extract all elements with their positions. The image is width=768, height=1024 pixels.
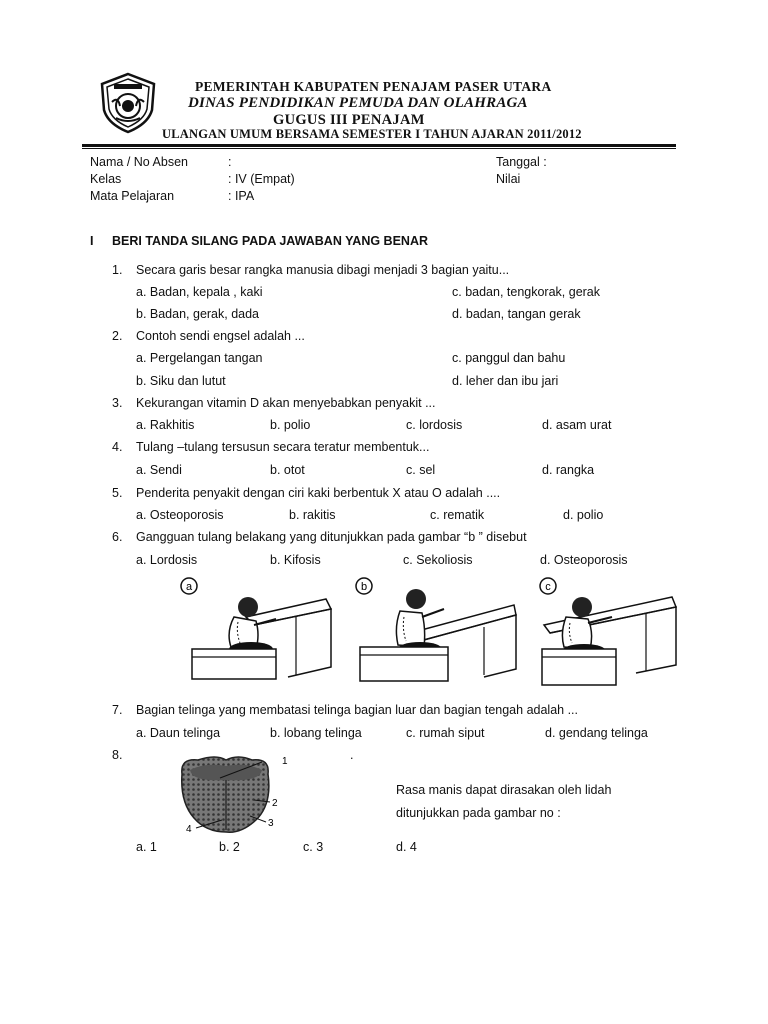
question-7-number: 7. [112,703,123,717]
question-8-option-c: c. 3 [303,840,324,854]
header-government: PEMERINTAH KABUPATEN PENAJAM PASER UTARA [195,79,552,94]
question-4-number: 4. [112,440,123,454]
question-7-option-a: a. Daun telinga [136,726,221,740]
question-7-option-c: c. rumah siput [406,726,485,740]
question-3-option-a: a. Rakhitis [136,418,195,432]
question-2-option-c: c. panggul dan bahu [452,351,566,365]
posture-figure-b [354,577,524,692]
question-3-option-c: c. lordosis [406,418,463,432]
question-1-option-d: d. badan, tangan gerak [452,307,581,321]
question-2-number: 2. [112,329,123,343]
header-exam-title: ULANGAN UMUM BERSAMA SEMESTER I TAHUN AJARAN 2011/2012 [162,127,582,141]
question-2-option-b: b. Siku dan lutut [136,374,226,388]
question-6-number: 6. [112,530,123,544]
class-label: Kelas [90,172,122,186]
question-4-option-a: a. Sendi [136,463,182,477]
question-5-option-a: a. Osteoporosis [136,508,224,522]
question-6-text: Gangguan tulang belakang yang ditunjukkan pada gambar “b ” disebut [136,530,527,544]
question-5-option-d: d. polio [563,508,604,522]
question-3-option-b: b. polio [270,418,311,432]
tongue-label-3: 3 [268,818,274,829]
question-6-option-b: b. Kifosis [270,553,321,567]
header-cluster: GUGUS III PENAJAM [273,112,425,128]
subject-label: Mata Pelajaran [90,189,175,203]
question-3-text: Kekurangan vitamin D akan menyebabkan penyakit ... [136,396,436,410]
tongue-label-4: 4 [186,824,192,834]
question-3-option-d: d. asam urat [542,418,612,432]
question-7-option-b: b. lobang telinga [270,726,362,740]
question-8-dot: . [350,748,354,762]
question-1-option-b: b. Badan, gerak, dada [136,307,260,321]
header-department: DINAS PENDIDIKAN PEMUDA DAN OLAHRAGA [188,95,528,111]
tongue-label-1: 1 [282,756,288,767]
question-8-prompt-line1: Rasa manis dapat dirasakan oleh lidah [396,783,612,797]
tongue-diagram [176,752,296,834]
question-8-number: 8. [112,748,123,762]
name-label: Nama / No Absen [90,155,188,169]
question-4-text: Tulang –tulang tersusun secara teratur membentuk... [136,440,430,454]
question-4-option-d: d. rangka [542,463,595,477]
section-number: I [90,234,94,248]
question-3-number: 3. [112,396,123,410]
question-8-option-d: d. 4 [396,840,417,854]
question-5-option-b: b. rakitis [289,508,336,522]
figure-c-label: c [545,581,551,593]
question-7-option-d: d. gendang telinga [545,726,648,740]
question-1-number: 1. [112,263,123,277]
posture-figure-c [536,577,686,692]
question-2-text: Contoh sendi engsel adalah ... [136,329,305,343]
question-8-option-a: a. 1 [136,840,157,854]
school-logo [98,72,158,134]
question-4-option-c: c. sel [406,463,436,477]
date-label: Tanggal : [496,155,547,169]
question-1-option-a: a. Badan, kepala , kaki [136,285,263,299]
header-rule-thick [82,144,676,147]
posture-figure-a [176,577,336,692]
question-5-number: 5. [112,486,123,500]
question-5-option-c: c. rematik [430,508,485,522]
question-2-option-a: a. Pergelangan tangan [136,351,263,365]
question-7-text: Bagian telinga yang membatasi telinga bagian luar dan bagian tengah adalah ... [136,703,578,717]
question-8-prompt-line2: ditunjukkan pada gambar no : [396,806,561,820]
question-6-option-d: d. Osteoporosis [540,553,628,567]
question-1-option-c: c. badan, tengkorak, gerak [452,285,601,299]
figure-b-label: b [360,581,368,593]
figure-a-label: a [185,581,193,593]
question-8-option-b: b. 2 [219,840,240,854]
question-6-option-c: c. Sekoliosis [403,553,473,567]
question-1-text: Secara garis besar rangka manusia dibagi menjadi 3 bagian yaitu... [136,263,510,277]
question-5-text: Penderita penyakit dengan ciri kaki berbentuk X atau O adalah .... [136,486,501,500]
header-rule-thin [82,148,676,149]
name-value: : [228,155,232,169]
tongue-label-2: 2 [272,798,278,809]
subject-value: : IPA [228,189,255,203]
section-title: BERI TANDA SILANG PADA JAWABAN YANG BENAR [112,234,428,248]
class-value: : IV (Empat) [228,172,295,186]
score-label: Nilai [496,172,521,186]
question-6-option-a: a. Lordosis [136,553,198,567]
question-2-option-d: d. leher dan ibu jari [452,374,559,388]
question-4-option-b: b. otot [270,463,305,477]
